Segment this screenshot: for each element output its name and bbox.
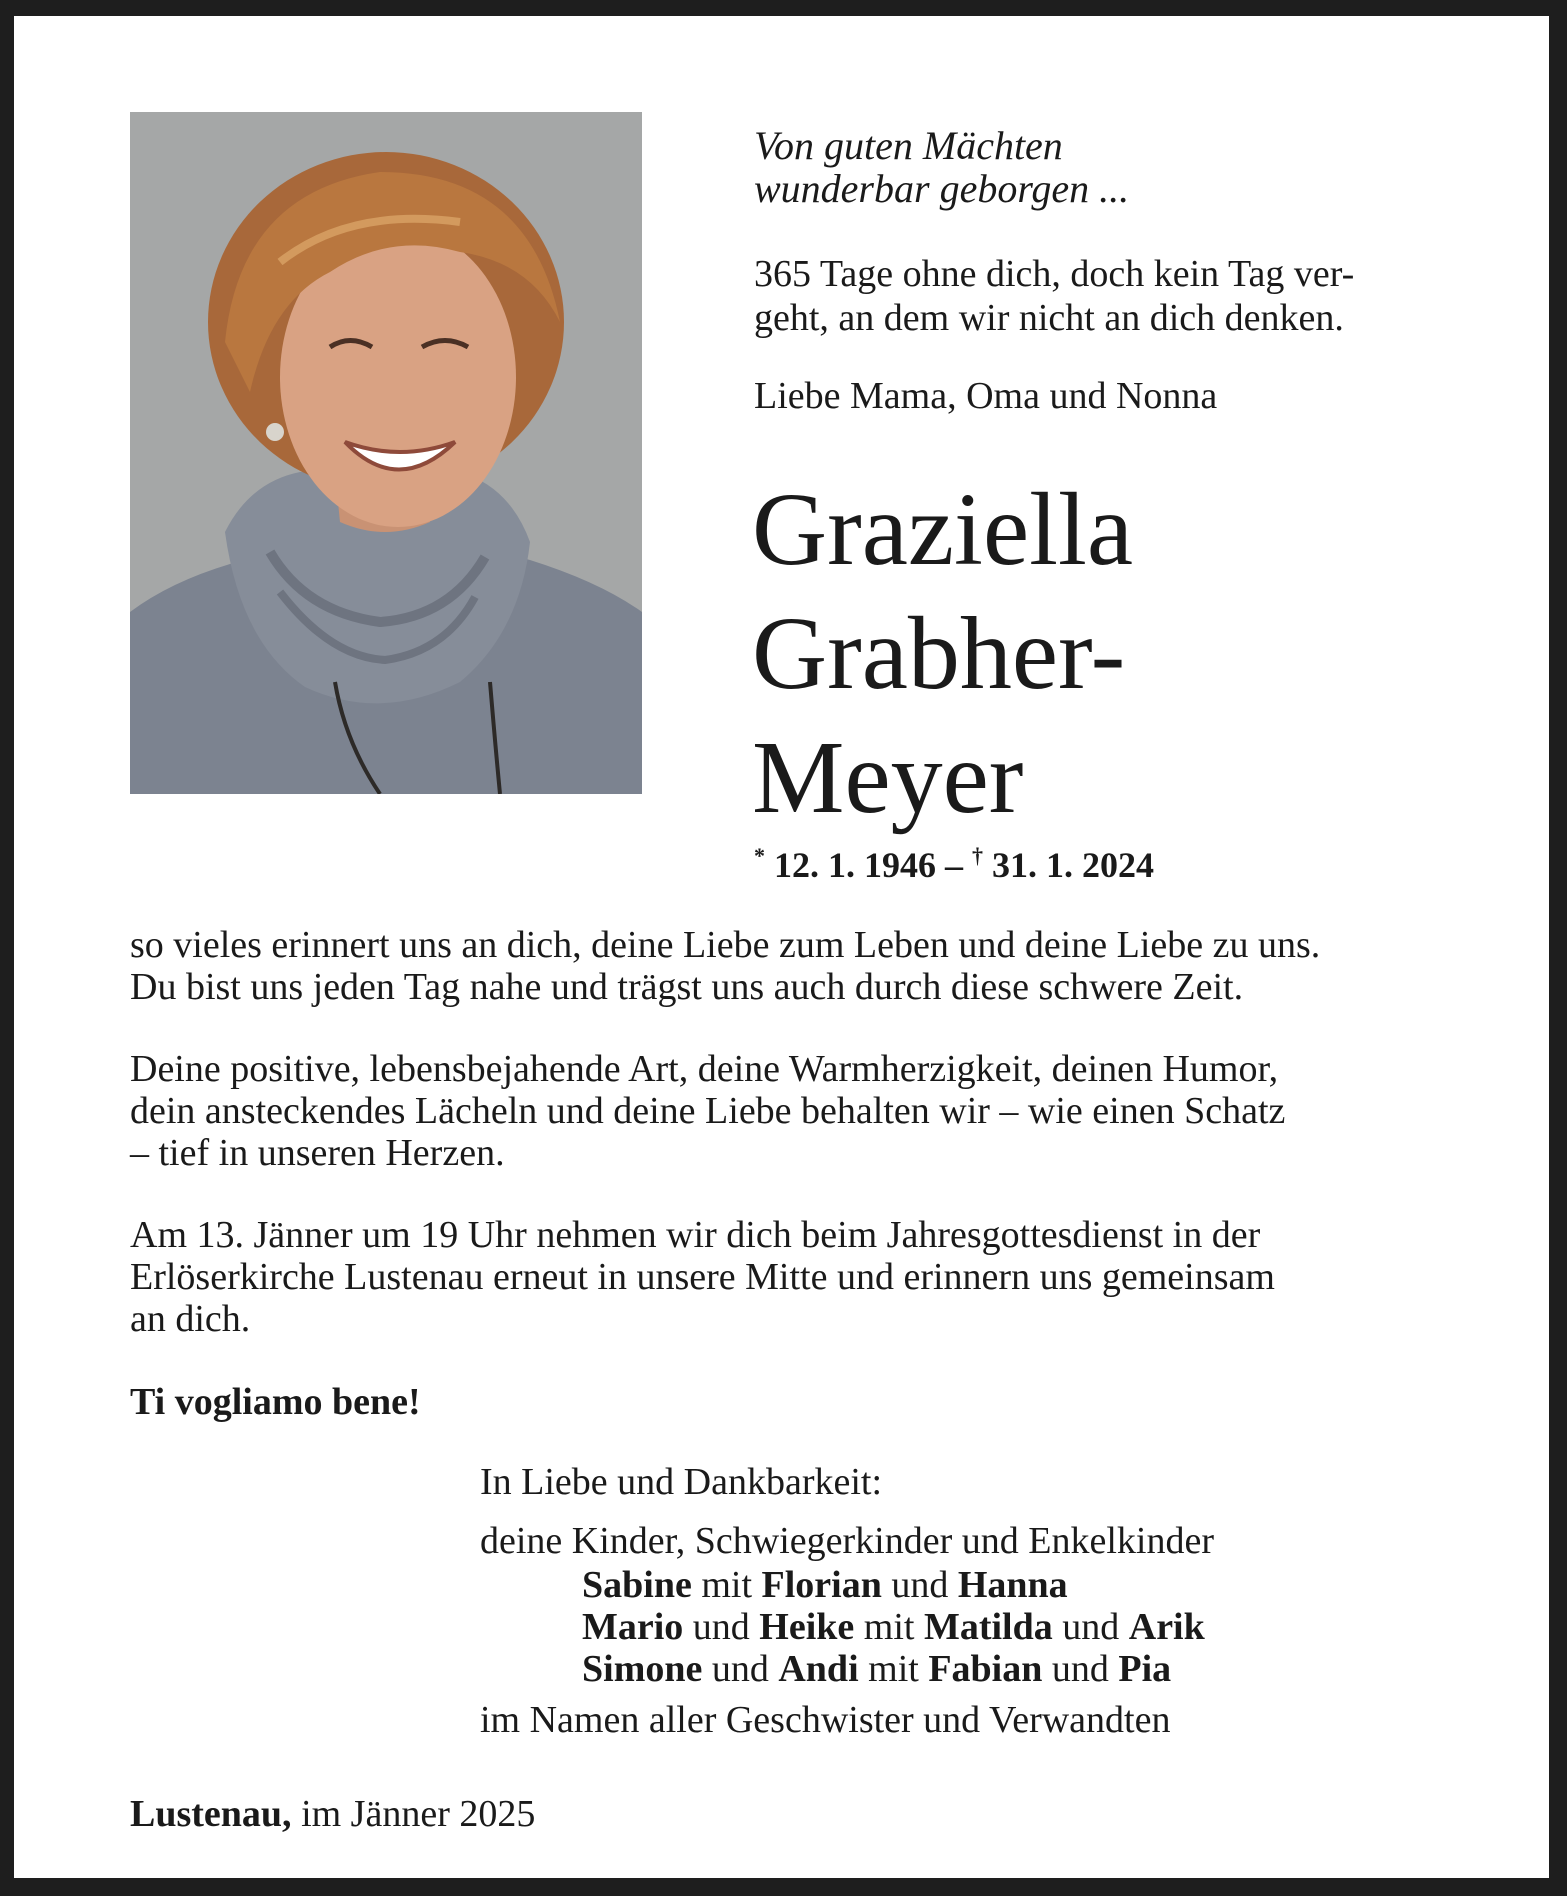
connector: mit xyxy=(863,1606,915,1648)
portrait-photo xyxy=(130,112,642,794)
paragraph-memories xyxy=(130,924,1450,1008)
date-separator: – xyxy=(945,845,963,885)
death-cross-icon: † xyxy=(972,843,983,868)
family-name: Florian xyxy=(761,1564,882,1606)
paragraph-qualities xyxy=(130,1048,1450,1174)
family-name: Heike xyxy=(759,1606,855,1648)
connector: und xyxy=(1051,1648,1109,1690)
death-date: 31. 1. 2024 xyxy=(992,845,1154,885)
intro-line: 365 Tage ohne dich, doch kein Tag ver- xyxy=(754,253,1355,295)
family-names-row xyxy=(582,1564,1205,1606)
connector: mit xyxy=(701,1564,753,1606)
address-line: Liebe Mama, Oma und Nonna xyxy=(754,375,1218,417)
paragraph-line: Du bist uns jeden Tag nahe und trägst uns auch durch diese schwere Zeit. xyxy=(130,966,1244,1008)
connector: und xyxy=(711,1648,769,1690)
paragraph-line: – tief in unseren Herzen. xyxy=(130,1132,505,1174)
name-line: Grabher- xyxy=(752,596,1126,711)
portrait-illustration xyxy=(130,112,642,794)
quote-line: Von guten Mächten xyxy=(754,123,1063,168)
place-month: im Jänner 2025 xyxy=(301,1793,536,1835)
connector: und xyxy=(692,1606,750,1648)
paragraph-line: an dich. xyxy=(130,1298,251,1340)
paragraph-line: Erlöserkirche Lustenau erneut in unsere Mitte und erinnern uns gemeinsam xyxy=(130,1256,1275,1298)
paragraph-line: Am 13. Jänner um 19 Uhr nehmen wir dich beim Jahresgottesdienst in der xyxy=(130,1214,1261,1256)
signature-relatives: im Namen aller Geschwister und Verwandten xyxy=(480,1699,1171,1741)
name-line: Graziella xyxy=(752,472,1134,587)
connector: mit xyxy=(868,1648,919,1690)
intro-line: geht, an dem wir nicht an dich denken. xyxy=(754,297,1344,339)
family-name: Simone xyxy=(582,1648,703,1690)
family-name: Andi xyxy=(778,1648,859,1690)
family-name: Sabine xyxy=(582,1564,692,1606)
family-name: Arik xyxy=(1128,1606,1205,1648)
life-dates xyxy=(754,834,1154,887)
place-city: Lustenau, xyxy=(130,1793,292,1835)
family-name: Fabian xyxy=(928,1648,1043,1690)
paragraph-line: dein ansteckendes Lächeln und deine Liebe behalten wir – wie einen Schatz xyxy=(130,1090,1286,1132)
family-names-row xyxy=(582,1606,1205,1648)
signature-family: deine Kinder, Schwiegerkinder und Enkelkinder xyxy=(480,1520,1214,1562)
place-date xyxy=(130,1792,535,1836)
family-name: Hanna xyxy=(957,1564,1068,1606)
deceased-name xyxy=(752,468,1133,840)
paragraph-service xyxy=(130,1214,1450,1340)
connector: und xyxy=(1062,1606,1120,1648)
connector: und xyxy=(891,1564,949,1606)
name-line: Meyer xyxy=(752,720,1024,835)
family-name: Matilda xyxy=(923,1606,1053,1648)
family-names xyxy=(582,1564,1205,1690)
quote-line: wunderbar geborgen ... xyxy=(754,166,1130,211)
obituary-page xyxy=(14,16,1549,1878)
family-name: Pia xyxy=(1118,1648,1172,1690)
signature-intro: In Liebe und Dankbarkeit: xyxy=(480,1461,883,1503)
closing-phrase: Ti vogliamo bene! xyxy=(130,1381,421,1423)
poem-quote xyxy=(754,124,1129,210)
family-names-row xyxy=(582,1648,1205,1690)
paragraph-line: Deine positive, lebensbejahende Art, deine Warmherzigkeit, deinen Humor, xyxy=(130,1048,1279,1090)
family-name: Mario xyxy=(582,1606,684,1648)
birth-star-icon: * xyxy=(754,843,765,868)
intro-text xyxy=(754,252,1444,340)
paragraph-line: so vieles erinnert uns an dich, deine Liebe zum Leben und deine Liebe zu uns. xyxy=(130,924,1321,966)
birth-date: 12. 1. 1946 xyxy=(774,845,936,885)
